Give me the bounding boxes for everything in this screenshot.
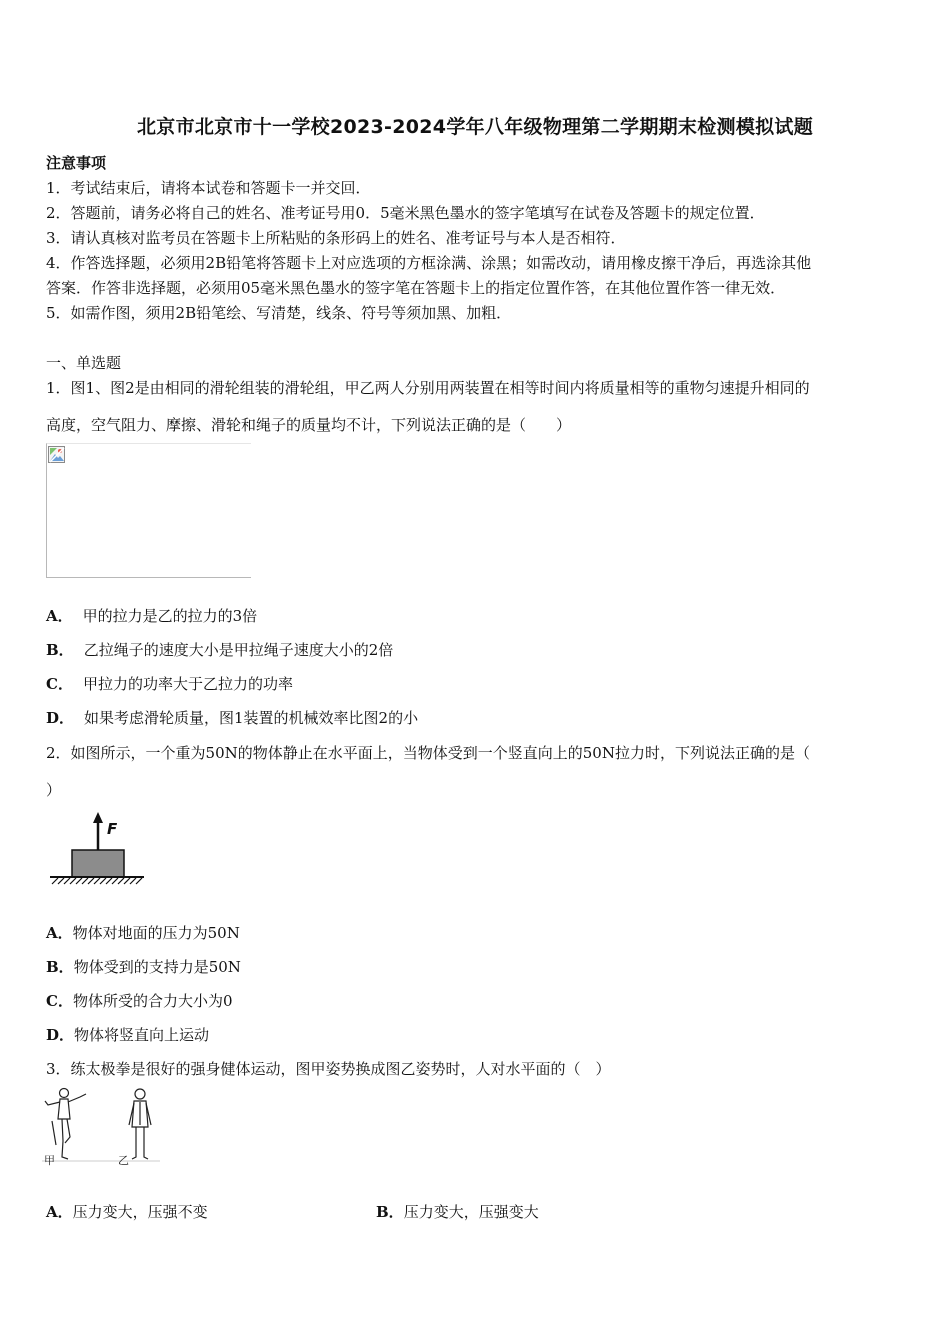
force-label: F xyxy=(107,820,118,838)
question-2-text: 2．如图所示，一个重为50N的物体静止在水平面上，当物体受到一个竖直向上的50N拉力时，下列说法正确的是（ xyxy=(46,744,810,762)
page-title: 北京市北京市十一学校2023-2024学年八年级物理第二学期期末检测模拟试题 xyxy=(136,116,814,138)
question-1-text: 1．图1、图2是由相同的滑轮组装的滑轮组，甲乙两人分别用两装置在相等时间内将质量相等的重物匀速提升相同的 xyxy=(46,379,810,397)
notice-item: 2．答题前，请务必将自己的姓名、准考证号用0．5毫米黑色墨水的签字笔填写在试卷及答题卡的规定位置． xyxy=(46,204,765,222)
notice-item: 5．如需作图，须用2B铅笔绘、写清楚，线条、符号等须加黑、加粗． xyxy=(46,304,512,322)
question-1-option-c: C． 甲拉力的功率大于乙拉力的功率 xyxy=(46,675,293,693)
notice-item: 3．请认真核对监考员在答题卡上所粘贴的条形码上的姓名、准考证号与本人是否相符． xyxy=(46,229,626,247)
figure-label-yi: 乙 xyxy=(118,1154,129,1167)
question-1-option-a: A． 甲的拉力是乙的拉力的3倍 xyxy=(46,607,258,625)
pose-yi xyxy=(129,1089,151,1159)
question-1-text-cont: 高度，空气阻力、摩擦、滑轮和绳子的质量均不计，下列说法正确的是（ ） xyxy=(46,416,572,434)
figure-label-jia: 甲 xyxy=(44,1154,55,1167)
ground-hatching xyxy=(52,878,142,884)
question-2-text-cont: ） xyxy=(46,781,62,799)
question-3-option-b: B．压力变大，压强变大 xyxy=(376,1203,539,1221)
question-2-option-c: C．物体所受的合力大小为0 xyxy=(46,992,233,1010)
question-1-option-d: D． 如果考虑滑轮质量，图1装置的机械效率比图2的小 xyxy=(46,709,419,727)
notice-item: 1．考试结束后，请将本试卷和答题卡一并交回． xyxy=(46,179,371,197)
broken-image-icon xyxy=(48,446,66,464)
block-force-figure xyxy=(48,808,148,888)
block xyxy=(72,850,124,877)
question-1-option-b: B． 乙拉绳子的速度大小是甲拉绳子速度大小的2倍 xyxy=(46,641,394,659)
question-2-option-b: B．物体受到的支持力是50N xyxy=(46,958,241,976)
taichi-figure xyxy=(42,1085,162,1167)
broken-image-placeholder xyxy=(46,443,251,578)
question-3-text: 3．练太极拳是很好的强身健体运动，图甲姿势换成图乙姿势时，人对水平面的（ ） xyxy=(46,1060,611,1078)
force-arrow-head xyxy=(93,812,103,823)
notice-heading: 注意事项 xyxy=(46,154,107,172)
notice-item: 4．作答选择题，必须用2B铅笔将答题卡上对应选项的方框涂满、涂黑；如需改动，请用橡皮擦干净后，再选涂其他 xyxy=(46,254,812,272)
section-heading: 一、单选题 xyxy=(46,354,122,372)
question-2-option-a: A．物体对地面的压力为50N xyxy=(46,924,240,942)
question-2-option-d: D．物体将竖直向上运动 xyxy=(46,1026,210,1044)
pose-jia xyxy=(45,1089,86,1160)
question-3-option-a: A．压力变大，压强不变 xyxy=(46,1203,208,1221)
notice-item: 答案．作答非选择题，必须用05毫米黑色墨水的签字笔在答题卡上的指定位置作答，在其他位置作答一律无效． xyxy=(46,279,786,297)
